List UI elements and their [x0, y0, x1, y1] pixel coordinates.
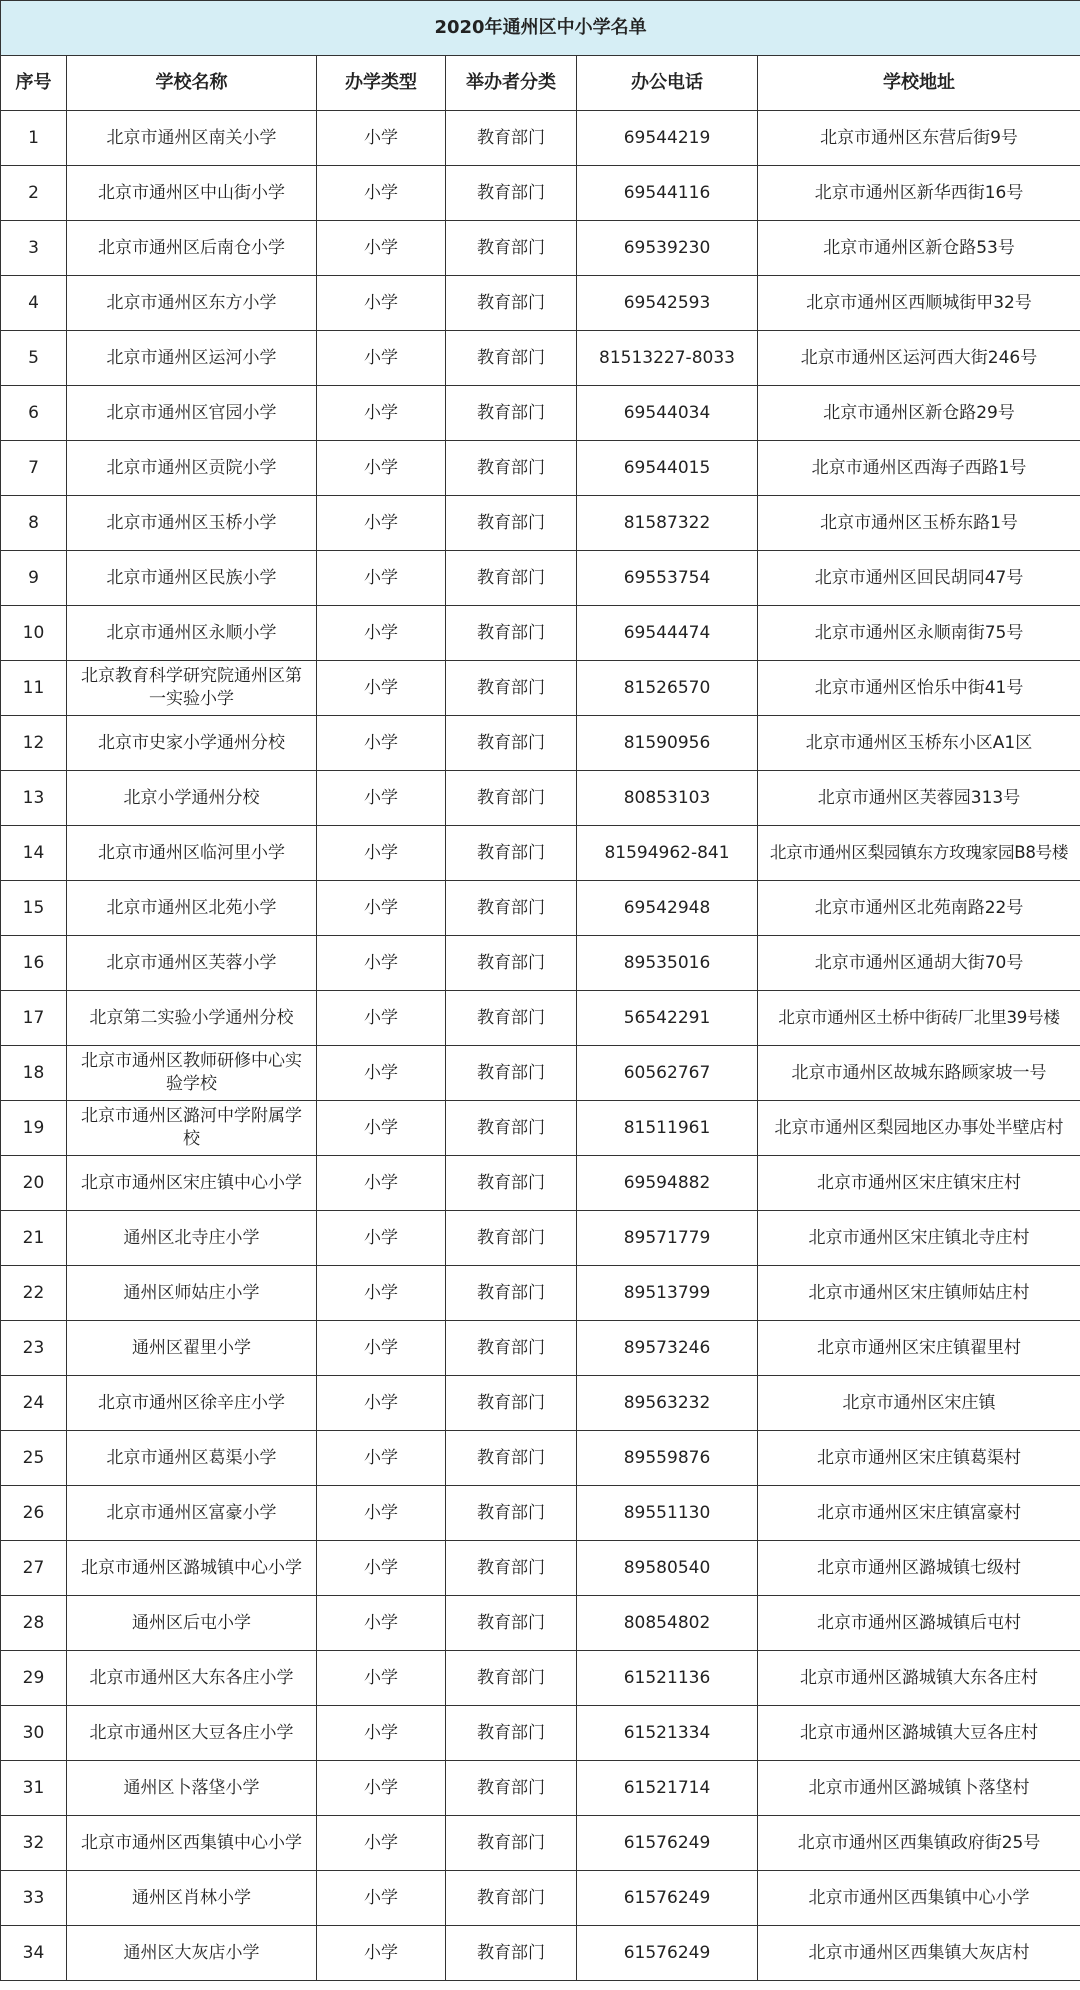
header-row: [1, 56, 1080, 111]
table-row: [1, 1706, 1080, 1761]
index-cell: 33: [1, 1871, 67, 1926]
school-type-cell: 小学: [317, 1321, 446, 1376]
phone-cell: 89559876: [577, 1431, 758, 1486]
table-title: 2020年通州区中小学名单: [1, 1, 1080, 56]
header-office-phone: 办公电话: [577, 56, 758, 111]
school-type-cell: 小学: [317, 1926, 446, 1981]
phone-cell: 81590956: [577, 716, 758, 771]
school-name-cell: 北京市通州区徐辛庄小学: [67, 1376, 317, 1431]
title-row: [1, 1, 1080, 56]
index-cell: 13: [1, 771, 67, 826]
index-cell: 26: [1, 1486, 67, 1541]
table-row: [1, 166, 1080, 221]
address-text: 北京市通州区永顺南街75号: [814, 623, 1024, 643]
table-row: [1, 221, 1080, 276]
address-text: 北京市通州区宋庄镇: [842, 1393, 996, 1413]
phone-cell: 80853103: [577, 771, 758, 826]
index-cell: 3: [1, 221, 67, 276]
phone-cell: 69544474: [577, 606, 758, 661]
school-name-cell: 北京市通州区运河小学: [67, 331, 317, 386]
address-cell: [758, 276, 1080, 331]
sponsor-cell: 教育部门: [446, 221, 577, 276]
sponsor-cell: 教育部门: [446, 716, 577, 771]
school-name-cell: 通州区翟里小学: [67, 1321, 317, 1376]
phone-cell: 81526570: [577, 661, 758, 716]
address-text: 北京市通州区回民胡同47号: [814, 568, 1024, 588]
address-text: 北京市通州区潞城镇大豆各庄村: [800, 1723, 1039, 1743]
index-cell: 21: [1, 1211, 67, 1266]
phone-cell: 81587322: [577, 496, 758, 551]
school-name-cell: 北京市通州区临河里小学: [67, 826, 317, 881]
table-row: [1, 1816, 1080, 1871]
sponsor-cell: 教育部门: [446, 991, 577, 1046]
school-type-cell: 小学: [317, 1486, 446, 1541]
sponsor-cell: 教育部门: [446, 1816, 577, 1871]
phone-cell: 69542948: [577, 881, 758, 936]
table-row: [1, 1486, 1080, 1541]
index-cell: 18: [1, 1046, 67, 1101]
address-cell: [758, 441, 1080, 496]
address-text: 北京市通州区新仓路53号: [823, 238, 1015, 258]
school-type-cell: 小学: [317, 111, 446, 166]
address-cell: [758, 1101, 1080, 1156]
sponsor-cell: 教育部门: [446, 1706, 577, 1761]
table-row: [1, 1651, 1080, 1706]
school-type-cell: 小学: [317, 1376, 446, 1431]
school-type-cell: 小学: [317, 1046, 446, 1101]
table-row: [1, 551, 1080, 606]
phone-cell: 56542291: [577, 991, 758, 1046]
phone-cell: 81511961: [577, 1101, 758, 1156]
school-name-cell: 北京市通州区芙蓉小学: [67, 936, 317, 991]
phone-cell: 89573246: [577, 1321, 758, 1376]
phone-cell: 69544219: [577, 111, 758, 166]
address-text: 北京市通州区新华西街16号: [814, 183, 1024, 203]
address-text: 北京市通州区西顺城街甲32号: [806, 293, 1032, 313]
sponsor-cell: 教育部门: [446, 166, 577, 221]
sponsor-cell: 教育部门: [446, 386, 577, 441]
school-type-cell: 小学: [317, 826, 446, 881]
sponsor-cell: 教育部门: [446, 1211, 577, 1266]
table-row: [1, 496, 1080, 551]
school-type-cell: 小学: [317, 496, 446, 551]
index-cell: 5: [1, 331, 67, 386]
index-cell: 30: [1, 1706, 67, 1761]
school-name-cell: 通州区北寺庄小学: [67, 1211, 317, 1266]
phone-cell: 69594882: [577, 1156, 758, 1211]
address-text: 北京市通州区宋庄镇师姑庄村: [808, 1283, 1030, 1303]
phone-cell: 89535016: [577, 936, 758, 991]
school-type-cell: 小学: [317, 221, 446, 276]
index-cell: 24: [1, 1376, 67, 1431]
school-name-cell: 北京市通州区后南仓小学: [67, 221, 317, 276]
school-type-cell: 小学: [317, 606, 446, 661]
table-row: [1, 1101, 1080, 1156]
table-row: [1, 826, 1080, 881]
index-cell: 20: [1, 1156, 67, 1211]
address-text: 北京市通州区土桥中街砖厂北里39号楼: [778, 1008, 1060, 1027]
school-name-cell: 北京市通州区大豆各庄小学: [67, 1706, 317, 1761]
sponsor-cell: 教育部门: [446, 1761, 577, 1816]
index-cell: 27: [1, 1541, 67, 1596]
table-row: [1, 1871, 1080, 1926]
school-name-cell: 北京第二实验小学通州分校: [67, 991, 317, 1046]
sponsor-cell: 教育部门: [446, 1376, 577, 1431]
school-type-cell: 小学: [317, 661, 446, 716]
index-cell: 15: [1, 881, 67, 936]
school-name-cell: 北京市史家小学通州分校: [67, 716, 317, 771]
phone-cell: 89580540: [577, 1541, 758, 1596]
table-row: [1, 1156, 1080, 1211]
address-cell: [758, 1211, 1080, 1266]
address-text: 北京市通州区潞城镇后屯村: [817, 1613, 1022, 1633]
header-school-name: 学校名称: [67, 56, 317, 111]
address-cell: [758, 1376, 1080, 1431]
table-row: [1, 1376, 1080, 1431]
table-row: [1, 716, 1080, 771]
school-type-cell: 小学: [317, 771, 446, 826]
sponsor-cell: 教育部门: [446, 1101, 577, 1156]
address-text: 北京市通州区宋庄镇葛渠村: [817, 1448, 1022, 1468]
school-name-cell: 北京市通州区南关小学: [67, 111, 317, 166]
address-text: 北京市通州区宋庄镇北寺庄村: [808, 1228, 1030, 1248]
header-index: 序号: [1, 56, 67, 111]
table-row: [1, 881, 1080, 936]
school-name-cell: 北京市通州区富豪小学: [67, 1486, 317, 1541]
school-name-cell: 北京市通州区教师研修中心实验学校: [67, 1046, 317, 1101]
header-school-type: 办学类型: [317, 56, 446, 111]
sponsor-cell: 教育部门: [446, 661, 577, 716]
address-cell: [758, 496, 1080, 551]
index-cell: 23: [1, 1321, 67, 1376]
address-cell: [758, 1486, 1080, 1541]
address-cell: [758, 166, 1080, 221]
phone-cell: 61576249: [577, 1926, 758, 1981]
address-text: 北京市通州区潞城镇大东各庄村: [800, 1668, 1039, 1688]
address-cell: [758, 221, 1080, 276]
table-row: [1, 991, 1080, 1046]
school-name-cell: 北京市通州区北苑小学: [67, 881, 317, 936]
address-cell: [758, 826, 1080, 881]
address-cell: [758, 1541, 1080, 1596]
address-text: 北京市通州区玉桥东路1号: [820, 513, 1018, 533]
table-row: [1, 1596, 1080, 1651]
address-cell: [758, 716, 1080, 771]
address-cell: [758, 1871, 1080, 1926]
school-type-cell: 小学: [317, 1211, 446, 1266]
sponsor-cell: 教育部门: [446, 276, 577, 331]
table-row: [1, 661, 1080, 716]
address-text: 北京市通州区西海子西路1号: [811, 458, 1027, 478]
index-cell: 31: [1, 1761, 67, 1816]
sponsor-cell: 教育部门: [446, 1541, 577, 1596]
address-cell: [758, 881, 1080, 936]
school-name-cell: 北京市通州区中山街小学: [67, 166, 317, 221]
phone-cell: 89513799: [577, 1266, 758, 1321]
table-row: [1, 1761, 1080, 1816]
index-cell: 6: [1, 386, 67, 441]
table-row: [1, 1321, 1080, 1376]
phone-cell: 69542593: [577, 276, 758, 331]
sponsor-cell: 教育部门: [446, 881, 577, 936]
school-name-cell: 北京市通州区潞河中学附属学校: [67, 1101, 317, 1156]
table-body: [1, 111, 1080, 1981]
sponsor-cell: 教育部门: [446, 441, 577, 496]
school-type-cell: 小学: [317, 936, 446, 991]
table-row: [1, 276, 1080, 331]
phone-cell: 81594962-841: [577, 826, 758, 881]
address-cell: [758, 1926, 1080, 1981]
address-cell: [758, 1266, 1080, 1321]
phone-cell: 61576249: [577, 1816, 758, 1871]
school-name-cell: 北京小学通州分校: [67, 771, 317, 826]
address-cell: [758, 991, 1080, 1046]
index-cell: 25: [1, 1431, 67, 1486]
header-sponsor-category: 举办者分类: [446, 56, 577, 111]
school-type-cell: 小学: [317, 1816, 446, 1871]
index-cell: 10: [1, 606, 67, 661]
school-type-cell: 小学: [317, 881, 446, 936]
school-name-cell: 通州区大灰店小学: [67, 1926, 317, 1981]
phone-cell: 89551130: [577, 1486, 758, 1541]
phone-cell: 69539230: [577, 221, 758, 276]
sponsor-cell: 教育部门: [446, 1486, 577, 1541]
school-type-cell: 小学: [317, 276, 446, 331]
sponsor-cell: 教育部门: [446, 1046, 577, 1101]
address-text: 北京市通州区故城东路顾家坡一号: [791, 1063, 1047, 1083]
index-cell: 7: [1, 441, 67, 496]
table-row: [1, 386, 1080, 441]
address-cell: [758, 1596, 1080, 1651]
index-cell: 19: [1, 1101, 67, 1156]
school-name-cell: 北京市通州区东方小学: [67, 276, 317, 331]
sponsor-cell: 教育部门: [446, 1596, 577, 1651]
school-name-cell: 北京市通州区玉桥小学: [67, 496, 317, 551]
index-cell: 8: [1, 496, 67, 551]
phone-cell: 61576249: [577, 1871, 758, 1926]
school-name-cell: 北京市通州区西集镇中心小学: [67, 1816, 317, 1871]
address-text: 北京市通州区西集镇政府街25号: [797, 1833, 1041, 1853]
index-cell: 32: [1, 1816, 67, 1871]
table-row: [1, 771, 1080, 826]
sponsor-cell: 教育部门: [446, 1431, 577, 1486]
address-cell: [758, 1651, 1080, 1706]
index-cell: 29: [1, 1651, 67, 1706]
table-row: [1, 331, 1080, 386]
phone-cell: 80854802: [577, 1596, 758, 1651]
address-cell: [758, 606, 1080, 661]
sponsor-cell: 教育部门: [446, 1321, 577, 1376]
table-row: [1, 606, 1080, 661]
sponsor-cell: 教育部门: [446, 1651, 577, 1706]
school-name-cell: 北京市通州区葛渠小学: [67, 1431, 317, 1486]
table-row: [1, 111, 1080, 166]
school-name-cell: 通州区肖林小学: [67, 1871, 317, 1926]
address-text: 北京市通州区西集镇中心小学: [808, 1888, 1030, 1908]
address-cell: [758, 1706, 1080, 1761]
address-text: 北京市通州区通胡大街70号: [814, 953, 1024, 973]
address-cell: [758, 551, 1080, 606]
school-type-cell: 小学: [317, 1871, 446, 1926]
phone-cell: 61521136: [577, 1651, 758, 1706]
address-text: 北京市通州区潞城镇七级村: [817, 1558, 1022, 1578]
phone-cell: 69544116: [577, 166, 758, 221]
index-cell: 11: [1, 661, 67, 716]
address-text: 北京市通州区玉桥东小区A1区: [805, 733, 1033, 753]
index-cell: 4: [1, 276, 67, 331]
school-type-cell: 小学: [317, 1541, 446, 1596]
address-text: 北京市通州区宋庄镇富豪村: [817, 1503, 1022, 1523]
table-row: [1, 1046, 1080, 1101]
sponsor-cell: 教育部门: [446, 606, 577, 661]
school-type-cell: 小学: [317, 551, 446, 606]
index-cell: 16: [1, 936, 67, 991]
table-row: [1, 1211, 1080, 1266]
school-type-cell: 小学: [317, 1651, 446, 1706]
sponsor-cell: 教育部门: [446, 771, 577, 826]
school-type-cell: 小学: [317, 991, 446, 1046]
address-text: 北京市通州区新仓路29号: [823, 403, 1015, 423]
sponsor-cell: 教育部门: [446, 936, 577, 991]
sponsor-cell: 教育部门: [446, 111, 577, 166]
phone-cell: 69553754: [577, 551, 758, 606]
address-cell: [758, 1431, 1080, 1486]
school-type-cell: 小学: [317, 1101, 446, 1156]
index-cell: 14: [1, 826, 67, 881]
index-cell: 2: [1, 166, 67, 221]
address-cell: [758, 111, 1080, 166]
sponsor-cell: 教育部门: [446, 1926, 577, 1981]
school-type-cell: 小学: [317, 386, 446, 441]
phone-cell: 69544015: [577, 441, 758, 496]
school-name-cell: 北京市通州区贡院小学: [67, 441, 317, 496]
address-cell: [758, 661, 1080, 716]
address-text: 北京市通州区北苑南路22号: [814, 898, 1024, 918]
table-row: [1, 1431, 1080, 1486]
index-cell: 34: [1, 1926, 67, 1981]
school-type-cell: 小学: [317, 1596, 446, 1651]
address-text: 北京市通州区运河西大街246号: [800, 348, 1038, 368]
sponsor-cell: 教育部门: [446, 1871, 577, 1926]
table-row: [1, 441, 1080, 496]
school-type-cell: 小学: [317, 441, 446, 496]
school-type-cell: 小学: [317, 1706, 446, 1761]
school-name-cell: 北京市通州区永顺小学: [67, 606, 317, 661]
school-name-cell: 通州区后屯小学: [67, 1596, 317, 1651]
sponsor-cell: 教育部门: [446, 331, 577, 386]
address-text: 北京市通州区宋庄镇翟里村: [817, 1338, 1022, 1358]
phone-cell: 89571779: [577, 1211, 758, 1266]
school-name-cell: 北京市通州区民族小学: [67, 551, 317, 606]
address-cell: [758, 386, 1080, 441]
school-type-cell: 小学: [317, 1761, 446, 1816]
address-text: 北京市通州区宋庄镇宋庄村: [817, 1173, 1022, 1193]
school-name-cell: 北京市通州区宋庄镇中心小学: [67, 1156, 317, 1211]
phone-cell: 60562767: [577, 1046, 758, 1101]
index-cell: 12: [1, 716, 67, 771]
address-cell: [758, 936, 1080, 991]
header-school-address: 学校地址: [758, 56, 1080, 111]
school-name-cell: 北京教育科学研究院通州区第一实验小学: [67, 661, 317, 716]
address-text: 北京市通州区西集镇大灰店村: [808, 1943, 1030, 1963]
school-name-cell: 通州区卜落垡小学: [67, 1761, 317, 1816]
address-cell: [758, 1816, 1080, 1871]
school-type-cell: 小学: [317, 1431, 446, 1486]
school-name-cell: 北京市通州区官园小学: [67, 386, 317, 441]
index-cell: 9: [1, 551, 67, 606]
phone-cell: 89563232: [577, 1376, 758, 1431]
sponsor-cell: 教育部门: [446, 826, 577, 881]
address-cell: [758, 1321, 1080, 1376]
sponsor-cell: 教育部门: [446, 1266, 577, 1321]
address-cell: [758, 1046, 1080, 1101]
index-cell: 28: [1, 1596, 67, 1651]
phone-cell: 61521714: [577, 1761, 758, 1816]
phone-cell: 61521334: [577, 1706, 758, 1761]
sponsor-cell: 教育部门: [446, 1156, 577, 1211]
school-type-cell: 小学: [317, 1156, 446, 1211]
index-cell: 1: [1, 111, 67, 166]
sponsor-cell: 教育部门: [446, 551, 577, 606]
school-type-cell: 小学: [317, 1266, 446, 1321]
table-row: [1, 1266, 1080, 1321]
address-cell: [758, 771, 1080, 826]
school-name-cell: 北京市通州区潞城镇中心小学: [67, 1541, 317, 1596]
phone-cell: 69544034: [577, 386, 758, 441]
address-text: 北京市通州区潞城镇卜落垡村: [808, 1778, 1030, 1798]
school-name-cell: 通州区师姑庄小学: [67, 1266, 317, 1321]
address-cell: [758, 1761, 1080, 1816]
table-row: [1, 1541, 1080, 1596]
table-row: [1, 1926, 1080, 1981]
address-text: 北京市通州区怡乐中街41号: [814, 678, 1024, 698]
school-name-cell: 北京市通州区大东各庄小学: [67, 1651, 317, 1706]
school-type-cell: 小学: [317, 331, 446, 386]
sponsor-cell: 教育部门: [446, 496, 577, 551]
index-cell: 17: [1, 991, 67, 1046]
address-text: 北京市通州区梨园地区办事处半壁店村: [774, 1118, 1064, 1138]
school-type-cell: 小学: [317, 166, 446, 221]
address-text: 北京市通州区梨园镇东方玫瑰家园B8号楼: [769, 843, 1069, 862]
address-text: 北京市通州区东营后街9号: [820, 128, 1018, 148]
address-cell: [758, 1156, 1080, 1211]
address-text: 北京市通州区芙蓉园313号: [817, 788, 1021, 808]
table-row: [1, 936, 1080, 991]
address-cell: [758, 331, 1080, 386]
phone-cell: 81513227-8033: [577, 331, 758, 386]
index-cell: 22: [1, 1266, 67, 1321]
school-type-cell: 小学: [317, 716, 446, 771]
